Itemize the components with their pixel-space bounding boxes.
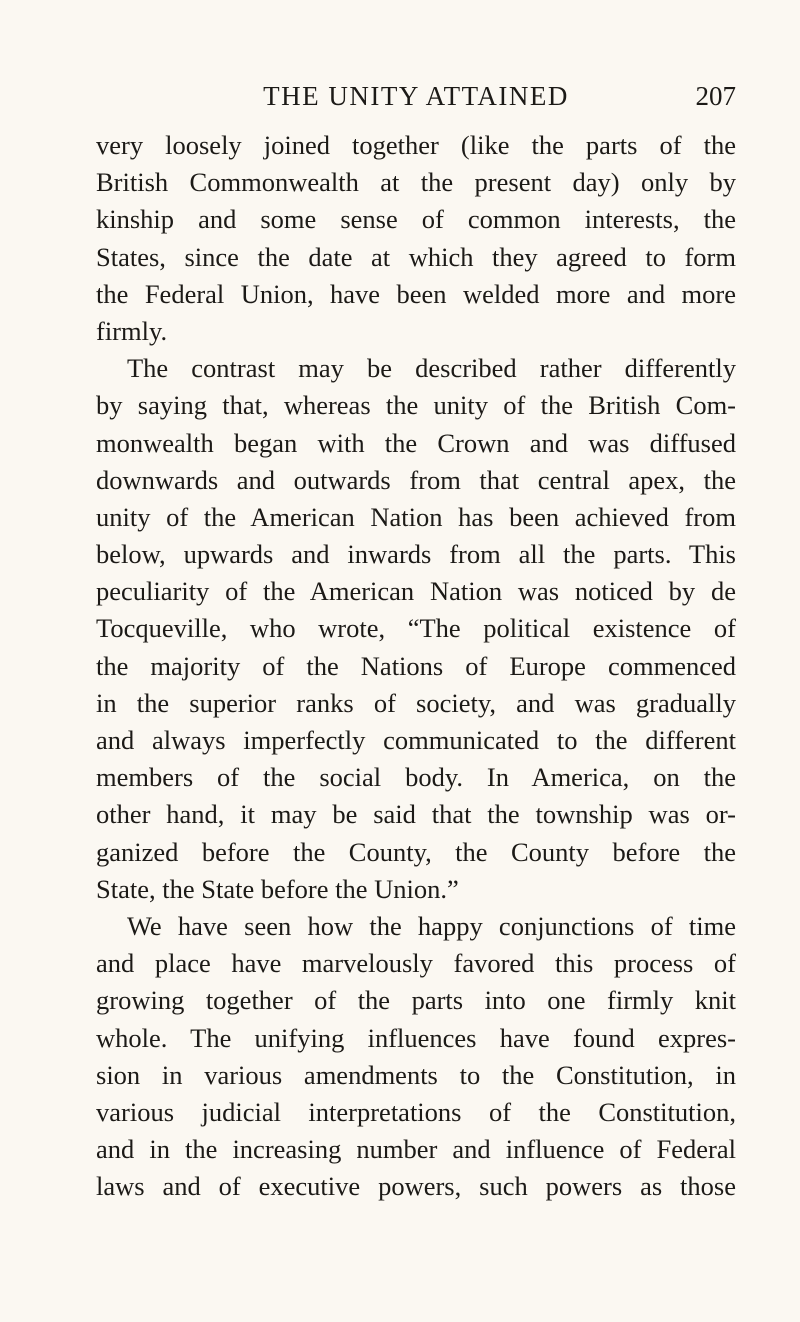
text-line: sion in various amendments to the Constitution, in (96, 1059, 736, 1090)
body-text (96, 127, 736, 1205)
text-line: by saying that, whereas the unity of the British Com- (96, 390, 736, 421)
text-line: laws and of executive powers, such powers as those (96, 1171, 736, 1202)
text-line: unity of the American Nation has been achieved from (96, 501, 736, 532)
text-line: peculiarity of the American Nation was noticed by de (96, 576, 736, 607)
text-line: very loosely joined together (like the parts of the (96, 130, 736, 160)
text-line: growing together of the parts into one firmly knit (96, 985, 736, 1016)
text-line: and in the increasing number and influence of Federal (96, 1134, 736, 1165)
text-line: downwards and outwards from that central apex, the (96, 464, 736, 495)
text-line: The contrast may be described rather differently (127, 353, 736, 384)
text-line: whole. The unifying influences have found expres- (96, 1022, 736, 1053)
text-line: monwealth began with the Crown and was diffused (96, 427, 736, 458)
text-line: State, the State before the Union.” (96, 873, 459, 904)
text-line: the majority of the Nations of Europe commenced (96, 650, 736, 681)
text-line: other hand, it may be said that the township was or- (96, 799, 736, 830)
text-line: ganized before the County, the County before the (96, 836, 736, 867)
running-head (96, 78, 736, 118)
text-line: British Commonwealth at the present day) only by (96, 167, 736, 198)
text-line: the Federal Union, have been welded more and more (96, 278, 736, 309)
text-line: We have seen how the happy conjunctions of time (127, 910, 736, 941)
text-line: States, since the date at which they agreed to form (96, 241, 736, 272)
text-line: and place have marvelously favored this process of (96, 948, 736, 979)
text-line: firmly. (96, 315, 168, 346)
page-number: 207 (695, 81, 736, 111)
text-line: members of the social body. In America, on the (96, 762, 736, 793)
text-line: various judicial interpretations of the Constitution, (96, 1096, 736, 1127)
text-line: below, upwards and inwards from all the parts. This (96, 539, 736, 570)
text-line: in the superior ranks of society, and was gradually (96, 687, 736, 718)
text-line: and always imperfectly communicated to the different (96, 725, 736, 755)
text-line: Tocqueville, who wrote, “The political existence of (96, 613, 736, 644)
running-title: THE UNITY ATTAINED (263, 81, 569, 111)
text-line: kinship and some sense of common interests, the (96, 204, 736, 235)
